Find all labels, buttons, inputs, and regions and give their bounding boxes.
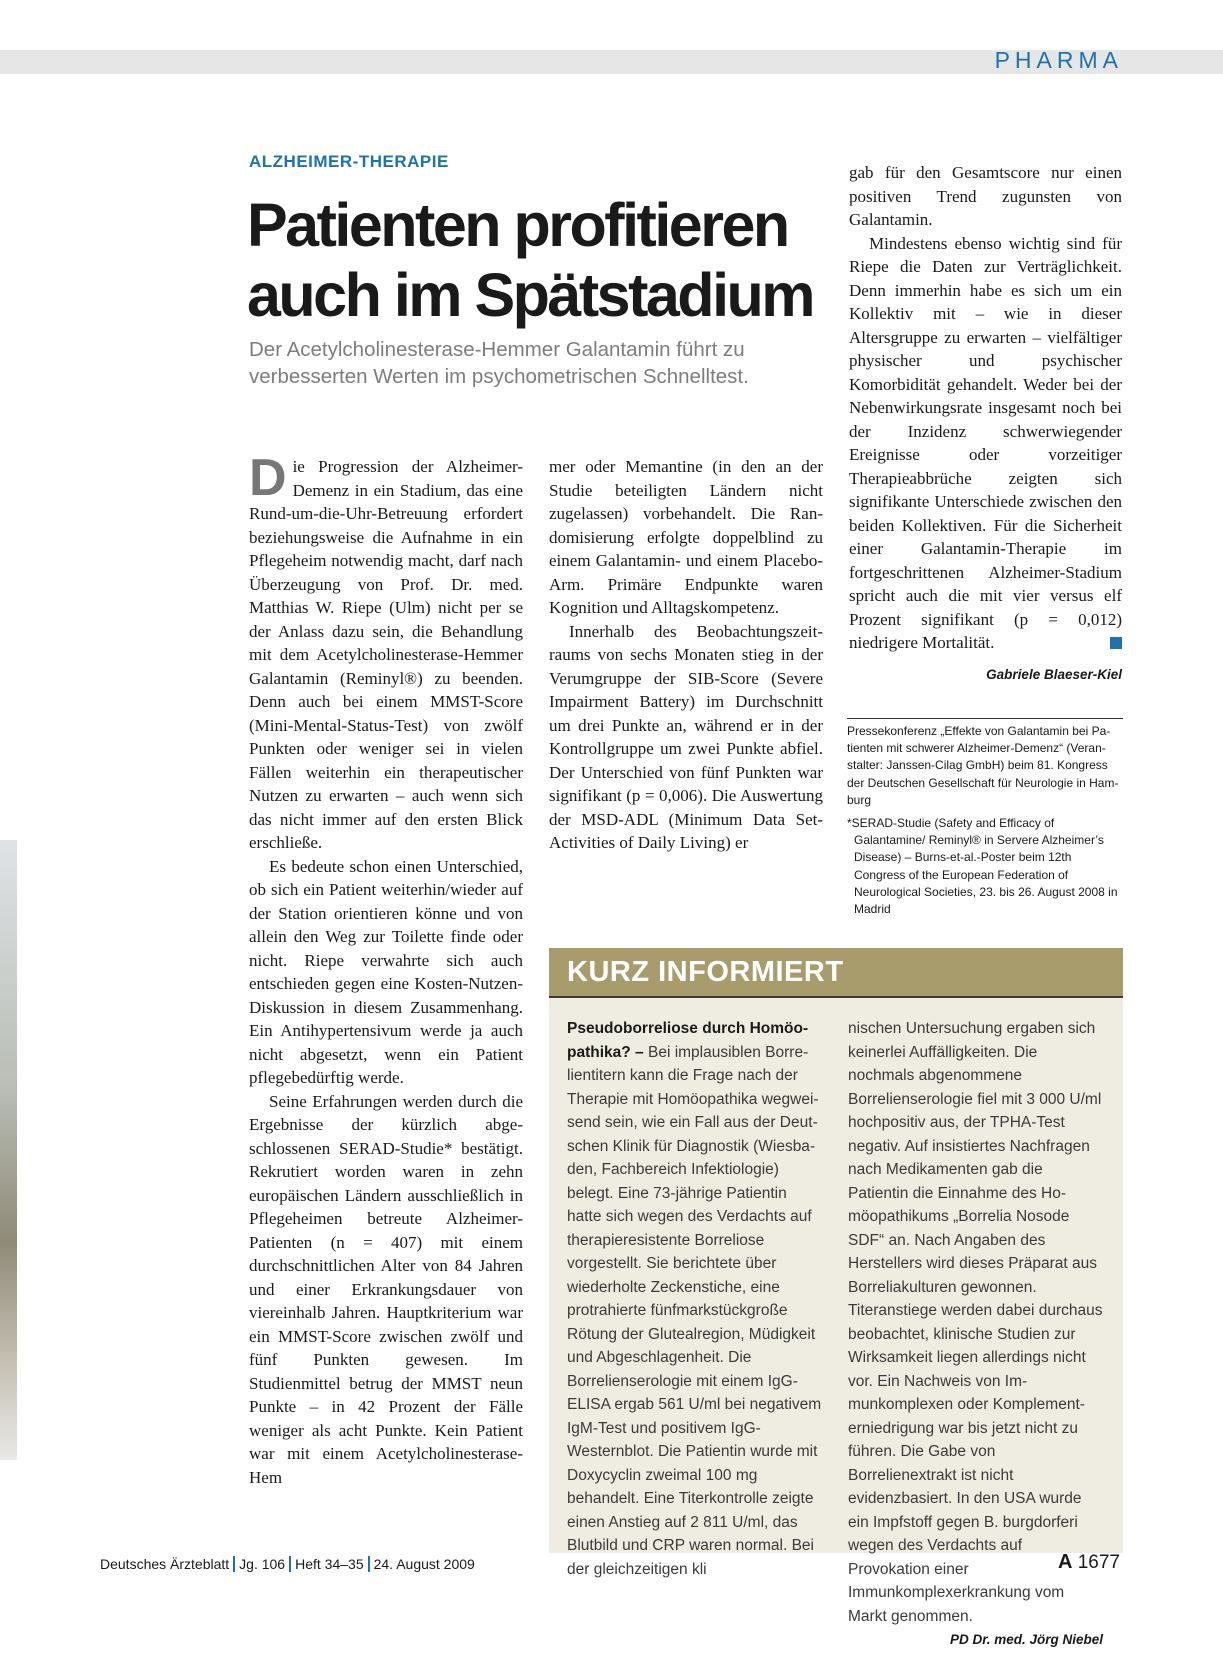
subtitle-line-1: Der Acetylcholinesterase-Hemmer Galantamin führt zu xyxy=(249,338,745,361)
article-column-1 xyxy=(249,449,523,1489)
box-divider xyxy=(549,996,1123,998)
paragraph-text: Mindestens ebenso wichtig sind für Riepe die Daten zur Verträglichkeit. Denn immerhin habe es sich um ein Kollektiv mit – wie in dieser Altersgruppe zu erwarten – vielfältiger physischer und psychischer Komorbidität gehandelt. Weder bei der Nebenwirkungsrate insgesamt noch bei der Inzidenz schwerwiegender Ereignisse oder vorzeitiger Therapieabbrüche zeigten sich signifikante Unterschiede zwischen den beiden Kollektiven. Für die Sicherheit einer Galantamin-Therapie im fortgeschrittenen Alzheimer-Stadium spricht auch die mit vier versus elf Prozent signifikant (p = 0,012) niedrigere Mortalität. xyxy=(849,233,1122,652)
issue-date: 24. August 2009 xyxy=(373,1556,475,1572)
box-lead: Pseudoborreliose durch Homöopathika? – xyxy=(567,1020,809,1061)
page-prefix: A xyxy=(1057,1551,1073,1573)
end-mark-icon xyxy=(1110,637,1122,649)
source-notes xyxy=(847,718,1123,924)
drop-cap: D xyxy=(249,449,287,507)
box-column-1 xyxy=(567,1017,822,1581)
section-label: PHARMA xyxy=(994,47,1123,73)
paragraph: gab für den Gesamtscore nur einen positiven Trend zugunsten von Galantamin. xyxy=(849,163,1122,229)
issue: Heft 34–35 xyxy=(295,1556,364,1572)
box-title: KURZ INFORMIERT xyxy=(549,948,1123,996)
divider xyxy=(233,1556,235,1572)
volume: Jg. 106 xyxy=(239,1556,286,1572)
paragraph xyxy=(249,449,523,855)
divider xyxy=(368,1556,370,1572)
paragraph: Es bedeute schon einen Unterschied, ob sich ein Patient weiterhin/wieder auf der Station orientieren könne und von allein den Weg zur Toilette finde oder nicht. Riepe verwahrte sich auch entschieden gegen eine Kosten-Nutzen-Diskussion in diesem Zusammenhang. Ein Antihypertensivum werde ja auch nicht abgesetzt, wenn ein Patient pflegebedürftig werde. xyxy=(249,856,523,1087)
paragraph: mer oder Memantine (in den an der Studie beteiligten Ländern nicht zugelassen) vorbehandelt. Die Randomisierung erfolgte doppelblind zu einem Galantamin- und einem Placebo-Arm. Primäre Endpunkte waren Kognition und Alltagskompetenz. xyxy=(549,457,823,617)
page-number-value: 1677 xyxy=(1077,1552,1120,1573)
article-author: Gabriele Blaeser-Kiel xyxy=(986,666,1122,682)
headline-line-2: auch im Spätstadium xyxy=(247,261,814,329)
edge-photo-strip xyxy=(0,840,17,1460)
footer-citation xyxy=(100,1556,475,1572)
article-subtitle xyxy=(249,336,839,390)
article-headline xyxy=(247,190,827,330)
paragraph: Seine Erfahrungen werden durch die Ergebnisse der kürzlich abgeschlossenen SERAD-Studie* bestätigt. Rekrutiert worden waren in zehn europäischen Ländern ausschließlich in Pflegeheimen betreute Alzheimer-Patienten (n = 407) mit einem durchschnittlichen Alter von 84 Jahren und einer Erkrankungsdauer von viereinhalb Jahren. Hauptkriterium war ein MMST-Score zwischen zwölf und fünf Punkten gewesen. Im Studienmittel betrug der MMST neun Punkte – in 42 Prozent der Fälle weniger als acht Punkte. Kein Patient war mit einem Acetylcholinesterase-Hem xyxy=(249,1091,523,1487)
headline-line-1: Patienten profitieren xyxy=(247,191,788,259)
paragraph-text: ie Progression der Alzheimer-Demenz in ein Stadium, das eine Rund-um-die-Uhr-Betreuung erfordert beziehungsweise die Aufnahme in ein Pflegeheim notwendig macht, darf nach Überzeugung von Prof. Dr. med. Matthias W. Riepe (Ulm) nicht per se der Anlass dazu sein, die Behandlung mit dem Acetylcholinesterase-Hemmer Galantamin (Reminyl®) zu beenden. Denn auch bei einem MMST-Score (Mini-Mental-Status-Test) von zwölf Punkten oder weniger sei in vielen Fällen weiterhin ein therapeutischer Nutzen zu erwarten – auch wenn sich das nicht immer auf den ersten Blick erschließe. xyxy=(249,457,523,852)
note-press-conference: Pressekonferenz „Effekte von Galantamin bei Patienten mit schwerer Alzheimer-Demenz“ (Veranstalter: Janssen-Cilag GmbH) beim 81. Kongress der Deutschen Gesellschaft für Neurologie in Hamburg xyxy=(847,724,1119,807)
journal-name: Deutsches Ärzteblatt xyxy=(100,1556,230,1572)
article-column-3 xyxy=(849,161,1122,686)
paragraph: Innerhalb des Beobachtungszeitraums von sechs Monaten stieg in der Verumgruppe der SIB-Score (Severe Impairment Battery) im Durchschnitt um drei Punkte an, während er in der Kontrollgruppe um zwei Punkte abfiel. Der Unterschied von fünf Punkten war signifikant (p = 0,006). Die Auswertung der MSD-ADL (Minimum Data Set-Activities of Daily Living) er xyxy=(549,621,823,852)
page-number xyxy=(1058,1551,1120,1574)
box-text: nischen Untersuchung ergaben sich keinerlei Auffälligkeiten. Die nochmals abgenommene Borrelienserologie fiel mit 3 000 U/ml hochpositiv aus, der TPHA-Test negativ. Auf insistiertes Nachfragen nach Medikamenten gab die Patientin die Einnahme des Homöopathikums „Borrelia Nosode SDF“ an. Nach Angaben des Herstellers wird dieses Präparat aus Borreliakulturen gewonnen. Titeranstiege werden dabei durchaus beobachtet, klinische Studien zur Wirksamkeit liegen allerdings nicht vor. Ein Nachweis von Immunkomplexen oder Komplementerniedrigung war bis jetzt nicht zu führen. Die Gabe von Borrelienextrakt ist nicht evidenzbasiert. In den USA wurde ein Impfstoff gegen B. burgdorferi wegen des Verdachts auf Provokation einer Immunkomplexerkrankung vom Markt genommen. xyxy=(848,1020,1103,1625)
subtitle-line-2: verbesserten Werten im psychometrischen Schnelltest. xyxy=(249,365,749,388)
note-serad-study: *SERAD-Studie (Safety and Efficacy of Galantamine/ Reminyl® in Servere Alzheimer’s Disease) – Burns-et-al.-Poster beim 12th Congress of the European Federation of Neurological Societies, 23. bis 26. August 2008 in Madrid xyxy=(847,816,1118,917)
box-text: Bei implausiblen Borrelientitern kann die Frage nach der Therapie mit Homöopathika wegweisend sein, wie ein Fall aus der Deutschen Klinik für Diagnostik (Wiesbaden, Fachbereich Infektiologie) belegt. Eine 73-jährige Patientin hatte sich wegen des Verdachts auf therapieresistente Borreliose vorgestellt. Sie berichtete über wiederholte Zeckenstiche, eine protrahierte fünfmarkstückgroße Rötung der Glutealregion, Müdigkeit und Abgeschlagenheit. Die Borrelienserologie mit einem IgG-ELISA ergab 561 U/ml bei negativem IgM-Test und positivem IgG-Westernblot. Die Patientin wurde mit Doxycyclin zweimal 100 mg behandelt. Eine Titerkontrolle zeigte einen Anstieg auf 2 811 U/ml, das Blutbild und CRP waren normal. Bei der gleichzeitigen kli xyxy=(567,1043,822,1578)
article-kicker: ALZHEIMER-THERAPIE xyxy=(249,152,449,171)
article-column-2 xyxy=(549,455,823,855)
box-author: PD Dr. med. Jörg Niebel xyxy=(949,1632,1103,1647)
paragraph xyxy=(849,232,1122,655)
divider xyxy=(289,1556,291,1572)
